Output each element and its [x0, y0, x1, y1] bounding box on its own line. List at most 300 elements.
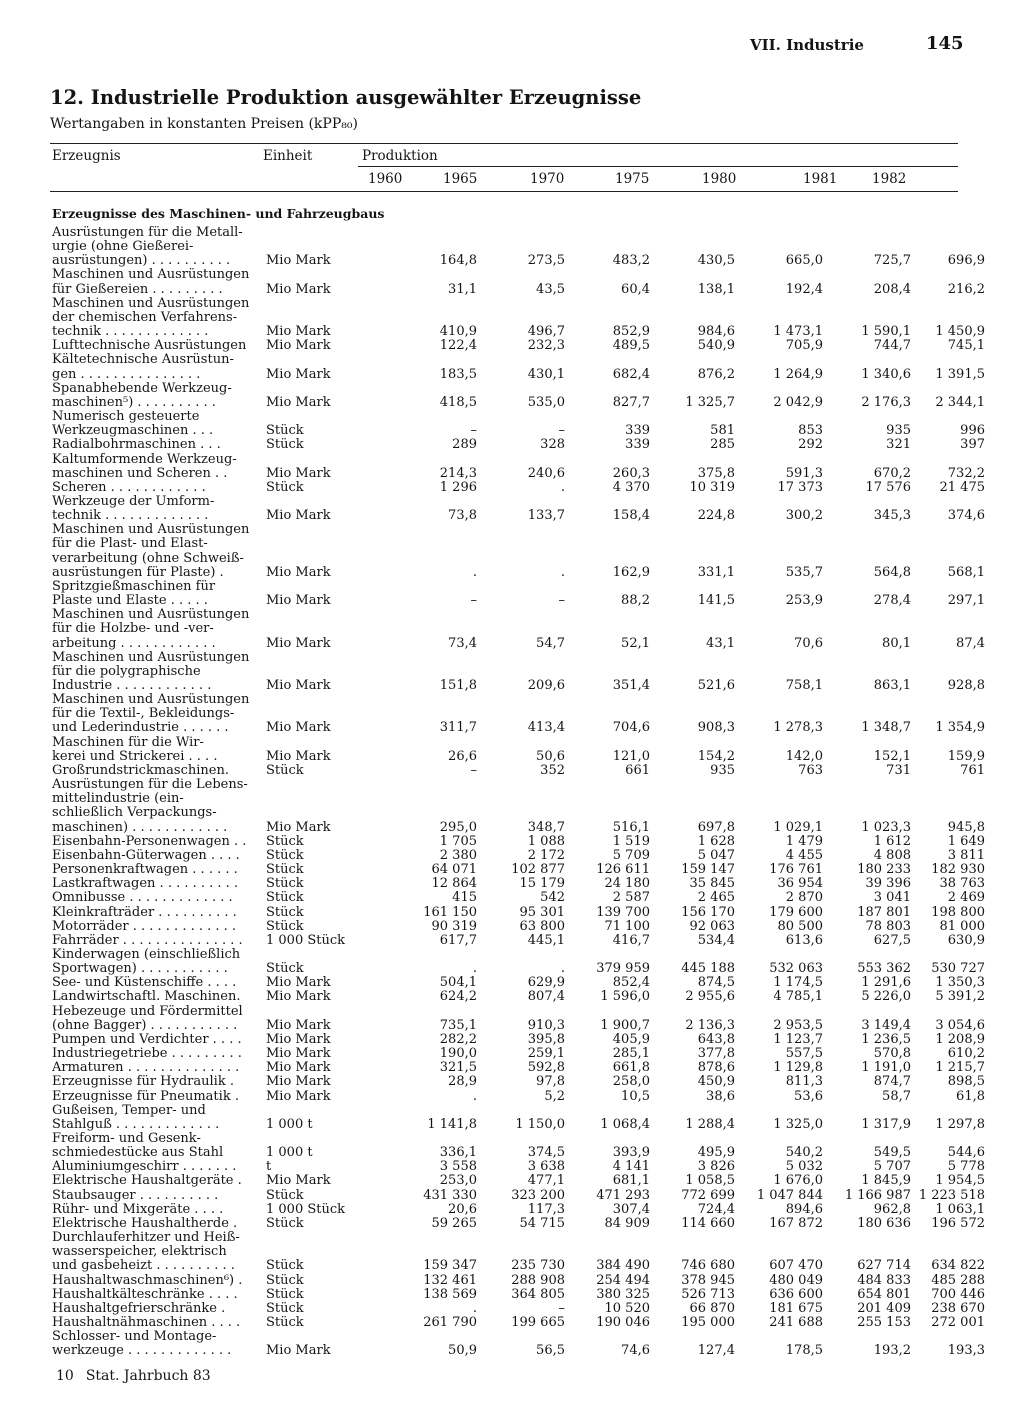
row-value-1970: 351,4 [612, 678, 650, 693]
row-value-1982: 1 954,5 [935, 1173, 985, 1189]
row-value-1965: 477,1 [527, 1173, 565, 1189]
row-value-1970: 24 180 [604, 876, 650, 892]
product-name-line: Sportwagen) . . . . . . . . . . . [52, 962, 228, 977]
row-value-1980: 253,9 [785, 593, 823, 609]
row-value-1965: 328 [540, 437, 565, 453]
row-value-1980: 2 042,9 [773, 394, 823, 410]
product-name-line: für die Plast- und Elast- [52, 537, 208, 552]
row-value-1981: 3 041 [873, 890, 911, 906]
row-unit: Stück [266, 1258, 304, 1274]
row-product-name [0, 438, 266, 452]
row-product-name [0, 297, 266, 339]
row-value-1982: 485 288 [931, 1272, 985, 1288]
row-value-1981: 731 [886, 762, 911, 778]
table-row [0, 580, 1024, 608]
table-row [0, 453, 1024, 481]
row-unit: Stück [266, 904, 304, 920]
row-product-name [0, 1005, 266, 1033]
row-unit: Mio Mark [266, 1017, 331, 1033]
row-value-1982: 761 [960, 762, 985, 778]
row-product-name [0, 226, 266, 268]
row-value-1980: 1 325,0 [773, 1116, 823, 1132]
row-value-1982: 159,9 [947, 748, 985, 764]
row-value-1980: 1 129,8 [773, 1060, 823, 1076]
table-row [0, 1231, 1024, 1273]
row-value-1982: 81 000 [939, 918, 985, 934]
table-title: 12. Industrielle Produktion ausgewählter Erzeugnisse [50, 86, 642, 109]
product-name-line: ausrüstungen für Plaste) . [52, 565, 224, 580]
table-row [0, 976, 1024, 990]
product-name-line: Spritzgießmaschinen für [52, 579, 216, 594]
row-value-1960: 289 [452, 437, 477, 453]
row-value-1965: . [560, 479, 565, 495]
row-value-1981: 1 166 987 [844, 1187, 911, 1203]
row-value-1980: 1 278,3 [773, 720, 823, 736]
table-row [0, 481, 1024, 495]
row-value-1965: 542 [540, 890, 565, 906]
row-value-1982: 2 344,1 [935, 394, 985, 410]
table-row [0, 523, 1024, 580]
row-value-1975: 2 136,3 [685, 1017, 735, 1033]
row-value-1980: 179 600 [769, 904, 823, 920]
table-row [0, 1061, 1024, 1075]
row-value-1970: 339 [625, 437, 650, 453]
product-name-line: Elektrische Haushaltgeräte . [52, 1174, 242, 1189]
row-value-1982: 216,2 [947, 281, 985, 297]
row-value-1981: 1 348,7 [861, 720, 911, 736]
product-name-line: Kaltumformende Werkzeug- [52, 452, 237, 467]
row-unit: Stück [266, 1272, 304, 1288]
row-value-1975: 878,6 [697, 1060, 735, 1076]
row-value-1965: 535,0 [527, 394, 565, 410]
row-value-1982: 1 450,9 [935, 324, 985, 340]
row-value-1981: 935 [886, 423, 911, 439]
row-value-1980: 241 688 [769, 1315, 823, 1331]
row-unit: Mio Mark [266, 338, 331, 354]
table-row [0, 948, 1024, 976]
product-name-line: Durchlauferhitzer und Heiß- [52, 1231, 240, 1246]
row-value-1970: 162,9 [612, 564, 650, 580]
row-value-1975: 141,5 [697, 593, 735, 609]
row-value-1982: 238 670 [931, 1300, 985, 1316]
row-value-1970: 4 141 [612, 1159, 650, 1175]
table-row [0, 1217, 1024, 1231]
product-name-line: Erzeugnisse für Pneumatik . [52, 1089, 239, 1104]
product-name-line: maschinen⁵) . . . . . . . . . . [52, 395, 216, 410]
row-unit: Mio Mark [266, 366, 331, 382]
row-value-1982: 297,1 [947, 593, 985, 609]
row-value-1960: 2 380 [439, 847, 477, 863]
row-value-1980: 5 032 [785, 1159, 823, 1175]
row-value-1980: 591,3 [785, 465, 823, 481]
row-value-1980: 36 954 [777, 876, 823, 892]
row-unit: Stück [266, 918, 304, 934]
row-unit: Stück [266, 423, 304, 439]
product-name-line: Maschinen für die Wir- [52, 735, 204, 750]
row-value-1970: 126 611 [596, 862, 650, 878]
row-value-1975: 2 955,6 [685, 989, 735, 1005]
row-product-name [0, 778, 266, 835]
product-name-line: Radialbohrmaschinen . . . [52, 438, 221, 453]
row-value-1960: 3 558 [439, 1159, 477, 1175]
row-value-1980: 607 470 [769, 1258, 823, 1274]
row-value-1981: 17 576 [865, 479, 911, 495]
row-value-1982: 732,2 [947, 465, 985, 481]
row-value-1975: 5 047 [697, 847, 735, 863]
table-row [0, 1288, 1024, 1302]
row-value-1965: 348,7 [527, 819, 565, 835]
row-value-1970: 60,4 [621, 281, 650, 297]
row-value-1960: 311,7 [439, 720, 477, 736]
column-header-year-1965: 1965 [443, 171, 478, 187]
row-unit: Mio Mark [266, 564, 331, 580]
row-value-1982: 38 763 [939, 876, 985, 892]
row-value-1981: 1 590,1 [861, 324, 911, 340]
row-value-1970: 661 [625, 762, 650, 778]
product-name-line: ausrüstungen) . . . . . . . . . . [52, 254, 231, 269]
row-unit: Mio Mark [266, 1031, 331, 1047]
row-value-1982: 3 054,6 [935, 1017, 985, 1033]
row-unit: Mio Mark [266, 1046, 331, 1062]
column-header-production: Produktion [362, 148, 438, 164]
row-value-1982: 1 215,7 [935, 1060, 985, 1076]
product-name-line: Rühr- und Mixgeräte . . . . [52, 1202, 224, 1217]
table-row [0, 353, 1024, 381]
row-value-1981: 549,5 [873, 1145, 911, 1161]
row-value-1965: 1 088 [527, 833, 565, 849]
table-row [0, 990, 1024, 1004]
row-value-1965: 15 179 [519, 876, 565, 892]
row-value-1975: 35 845 [689, 876, 735, 892]
row-value-1981: 1 291,6 [861, 975, 911, 991]
column-header-year-1960: 1960 [368, 171, 403, 187]
row-value-1981: 1 023,3 [861, 819, 911, 835]
row-value-1965: – [558, 1300, 565, 1316]
row-product-name [0, 976, 266, 990]
row-value-1981: 4 808 [873, 847, 911, 863]
row-value-1975: 2 465 [697, 890, 735, 906]
row-value-1965: 209,6 [527, 678, 565, 693]
row-unit: Mio Mark [266, 975, 331, 991]
row-unit: Stück [266, 847, 304, 863]
table-row [0, 1189, 1024, 1203]
row-value-1982: 1 208,9 [935, 1031, 985, 1047]
row-value-1982: 700 446 [931, 1286, 985, 1302]
row-value-1970: 1 068,4 [600, 1116, 650, 1132]
row-product-name [0, 1203, 266, 1217]
row-value-1981: 570,8 [873, 1046, 911, 1062]
row-value-1965: 240,6 [527, 465, 565, 481]
product-name-line: Haushaltnähmaschinen . . . . [52, 1316, 241, 1331]
row-product-name [0, 990, 266, 1004]
row-value-1960: 73,4 [448, 635, 477, 651]
row-value-1982: 1 354,9 [935, 720, 985, 736]
row-product-name [0, 934, 266, 948]
table-row [0, 1302, 1024, 1316]
row-value-1965: 629,9 [527, 975, 565, 991]
row-value-1965: 235 730 [511, 1258, 565, 1274]
row-value-1980: 613,6 [785, 932, 823, 948]
row-value-1975: 3 826 [697, 1159, 735, 1175]
row-value-1980: 532 063 [769, 961, 823, 977]
row-value-1975: 154,2 [697, 748, 735, 764]
row-product-name [0, 906, 266, 920]
row-value-1965: 199 665 [511, 1315, 565, 1331]
row-value-1960: 321,5 [439, 1060, 477, 1076]
row-value-1980: 4 455 [785, 847, 823, 863]
row-unit: Stück [266, 1300, 304, 1316]
row-value-1981: 627 714 [857, 1258, 911, 1274]
row-value-1981: 1 191,0 [861, 1060, 911, 1076]
product-name-line: Numerisch gesteuerte [52, 410, 200, 425]
row-value-1965: 273,5 [527, 253, 565, 269]
row-product-name [0, 948, 266, 976]
row-value-1970: 4 370 [612, 479, 650, 495]
row-value-1970: 416,7 [612, 932, 650, 948]
row-value-1975: 375,8 [697, 465, 735, 481]
row-value-1980: 811,3 [785, 1074, 823, 1090]
row-value-1970: 1 519 [612, 833, 650, 849]
row-value-1960: 50,9 [448, 1343, 477, 1359]
column-header-year-1981: 1981 [803, 171, 838, 187]
row-value-1965: 50,6 [536, 748, 565, 764]
row-value-1965: . [560, 961, 565, 977]
row-value-1965: 259,1 [527, 1046, 565, 1062]
row-value-1970: 10,5 [621, 1088, 650, 1104]
row-value-1981: 80,1 [882, 635, 911, 651]
product-name-line: Maschinen und Ausrüstungen [52, 523, 250, 538]
table-row [0, 849, 1024, 863]
row-unit: Stück [266, 833, 304, 849]
row-product-name [0, 1316, 266, 1330]
product-name-line: Industrie . . . . . . . . . . . . [52, 679, 212, 693]
row-unit: Mio Mark [266, 324, 331, 340]
row-value-1981: 3 149,4 [861, 1017, 911, 1033]
row-value-1970: 704,6 [612, 720, 650, 736]
top-rule [50, 143, 958, 144]
row-value-1970: 489,5 [612, 338, 650, 354]
row-value-1970: 380 325 [596, 1286, 650, 1302]
row-value-1975: 114 660 [681, 1215, 735, 1231]
table-row [0, 1090, 1024, 1104]
row-value-1975: 285 [710, 437, 735, 453]
product-name-line: verarbeitung (ohne Schweiß- [52, 551, 244, 566]
table-row [0, 693, 1024, 735]
row-value-1970: 681,1 [612, 1173, 650, 1189]
row-value-1960: 418,5 [439, 394, 477, 410]
row-value-1975: 445 188 [681, 961, 735, 977]
table-row [0, 906, 1024, 920]
row-value-1960: 431 330 [423, 1187, 477, 1203]
row-unit: Mio Mark [266, 1343, 331, 1359]
row-value-1970: 88,2 [621, 593, 650, 609]
row-unit: Stück [266, 862, 304, 878]
row-unit: Mio Mark [266, 1173, 331, 1189]
row-value-1980: 292 [798, 437, 823, 453]
product-name-line: Maschinen und Ausrüstungen [52, 693, 250, 708]
row-value-1980: 540,2 [785, 1145, 823, 1161]
row-value-1965: 352 [540, 762, 565, 778]
table-row [0, 438, 1024, 452]
row-value-1980: 53,6 [794, 1088, 823, 1104]
row-value-1965: 102 877 [511, 862, 565, 878]
table-row [0, 863, 1024, 877]
row-value-1970: 471 293 [596, 1187, 650, 1203]
row-product-name [0, 495, 266, 523]
row-value-1981: 670,2 [873, 465, 911, 481]
product-name-line: Maschinen und Ausrüstungen [52, 296, 250, 311]
row-product-name [0, 353, 266, 381]
product-name-line: Freiform- und Gesenk- [52, 1132, 201, 1146]
product-name-line: mittelindustrie (ein- [52, 792, 184, 807]
row-unit: Stück [266, 890, 304, 906]
header-bottom-rule [50, 191, 958, 192]
row-unit: Mio Mark [266, 1088, 331, 1104]
row-value-1982: 610,2 [947, 1046, 985, 1062]
row-value-1980: 192,4 [785, 281, 823, 297]
table-row [0, 1033, 1024, 1047]
row-value-1980: 665,0 [785, 253, 823, 269]
row-value-1970: 852,9 [612, 324, 650, 340]
row-value-1982: 928,8 [947, 678, 985, 693]
row-value-1960: 159 347 [423, 1258, 477, 1274]
row-value-1965: 288 908 [511, 1272, 565, 1288]
row-value-1975: 908,3 [697, 720, 735, 736]
column-header-year-1982: 1982 [872, 171, 907, 187]
row-value-1975: 526 713 [681, 1286, 735, 1302]
row-value-1975: 540,9 [697, 338, 735, 354]
product-name-line: maschinen) . . . . . . . . . . . . [52, 820, 228, 835]
row-value-1960: 1 296 [439, 479, 477, 495]
product-name-line: Hebezeuge und Fördermittel [52, 1004, 243, 1019]
row-value-1981: 152,1 [873, 748, 911, 764]
row-value-1980: 1 174,5 [773, 975, 823, 991]
row-value-1965: 592,8 [527, 1060, 565, 1076]
row-product-name [0, 268, 266, 296]
row-value-1980: 1 473,1 [773, 324, 823, 340]
row-value-1982: 945,8 [947, 819, 985, 835]
data-table [0, 226, 1024, 1359]
product-name-line: Lastkraftwagen . . . . . . . . . . [52, 877, 239, 892]
row-unit: 1 000 Stück [266, 932, 346, 948]
table-row [0, 1316, 1024, 1330]
row-value-1981: 1 612 [873, 833, 911, 849]
row-value-1982: 198 800 [931, 904, 985, 920]
row-value-1982: 374,6 [947, 508, 985, 524]
row-value-1970: 260,3 [612, 465, 650, 481]
row-value-1960: 64 071 [431, 862, 477, 878]
row-value-1960: – [470, 423, 477, 439]
row-value-1965: 807,4 [527, 989, 565, 1005]
product-name-line: Fahrräder . . . . . . . . . . . . . . . [52, 933, 243, 948]
row-value-1965: 413,4 [527, 720, 565, 736]
table-row [0, 268, 1024, 296]
row-product-name [0, 1231, 266, 1273]
table-row [0, 410, 1024, 438]
row-value-1981: 208,4 [873, 281, 911, 297]
row-value-1970: 852,4 [612, 975, 650, 991]
row-unit: 1 000 t [266, 1116, 313, 1132]
row-value-1982: 21 475 [939, 479, 985, 495]
product-name-line: Lufttechnische Ausrüstungen [52, 339, 247, 354]
row-product-name [0, 1189, 266, 1203]
row-value-1970: 483,2 [612, 253, 650, 269]
row-value-1960: 90 319 [431, 918, 477, 934]
row-product-name [0, 1288, 266, 1302]
product-name-line: Industriegetriebe . . . . . . . . . [52, 1047, 242, 1062]
row-value-1982: 568,1 [947, 564, 985, 580]
row-value-1960: 20,6 [448, 1201, 477, 1217]
product-name-line: Ausrüstungen für die Lebens- [52, 778, 248, 793]
row-value-1965: 364 805 [511, 1286, 565, 1302]
row-value-1982: 1 350,3 [935, 975, 985, 991]
row-value-1980: 80 500 [777, 918, 823, 934]
row-value-1970: 121,0 [612, 748, 650, 764]
row-value-1965: 430,1 [527, 366, 565, 382]
row-value-1965: 43,5 [536, 281, 565, 297]
table-row [0, 1274, 1024, 1288]
product-name-line: Gußeisen, Temper- und [52, 1103, 206, 1118]
row-value-1980: 1 676,0 [773, 1173, 823, 1189]
row-value-1970: 258,0 [612, 1074, 650, 1090]
row-value-1960: 190,0 [439, 1046, 477, 1062]
row-value-1960: . [472, 1300, 477, 1316]
product-name-line: technik . . . . . . . . . . . . . [52, 325, 209, 340]
row-product-name [0, 523, 266, 580]
row-value-1960: 12 864 [431, 876, 477, 892]
page-number: 145 [926, 33, 964, 54]
product-name-line: Maschinen und Ausrüstungen [52, 608, 250, 623]
product-name-line: Pumpen und Verdichter . . . . [52, 1032, 242, 1047]
product-name-line: Eisenbahn-Güterwagen . . . . [52, 848, 240, 863]
row-value-1981: 5 707 [873, 1159, 911, 1175]
row-value-1960: 1 705 [439, 833, 477, 849]
row-value-1980: 1 123,7 [773, 1031, 823, 1047]
row-value-1960: 415 [452, 890, 477, 906]
row-unit: Stück [266, 762, 304, 778]
row-value-1982: 5 778 [947, 1159, 985, 1175]
table-row [0, 1047, 1024, 1061]
product-name-line: Werkzeuge der Umform- [52, 494, 215, 509]
row-value-1960: – [470, 593, 477, 609]
row-value-1975: 156 170 [681, 904, 735, 920]
row-value-1975: 1 628 [697, 833, 735, 849]
row-value-1980: 70,6 [794, 635, 823, 651]
row-value-1975: 138,1 [697, 281, 735, 297]
row-value-1970: 393,9 [612, 1145, 650, 1161]
row-value-1980: 17 373 [777, 479, 823, 495]
row-value-1982: 898,5 [947, 1074, 985, 1090]
column-header-unit: Einheit [263, 148, 313, 164]
product-name-line: Scheren . . . . . . . . . . . . [52, 480, 206, 495]
row-value-1960: 1 141,8 [427, 1116, 477, 1132]
row-value-1975: 581 [710, 423, 735, 439]
row-value-1970: 661,8 [612, 1060, 650, 1076]
row-value-1975: 984,6 [697, 324, 735, 340]
row-value-1975: 534,4 [697, 932, 735, 948]
row-value-1970: 158,4 [612, 508, 650, 524]
row-unit: 1 000 Stück [266, 1201, 346, 1217]
row-value-1982: 61,8 [956, 1088, 985, 1104]
product-name-line: gen . . . . . . . . . . . . . . . [52, 367, 201, 382]
row-value-1981: 962,8 [873, 1201, 911, 1217]
row-value-1970: 1 596,0 [600, 989, 650, 1005]
row-value-1965: 63 800 [519, 918, 565, 934]
row-value-1960: 410,9 [439, 324, 477, 340]
row-value-1960: – [470, 762, 477, 778]
row-value-1982: 272 001 [931, 1315, 985, 1331]
table-row [0, 226, 1024, 268]
